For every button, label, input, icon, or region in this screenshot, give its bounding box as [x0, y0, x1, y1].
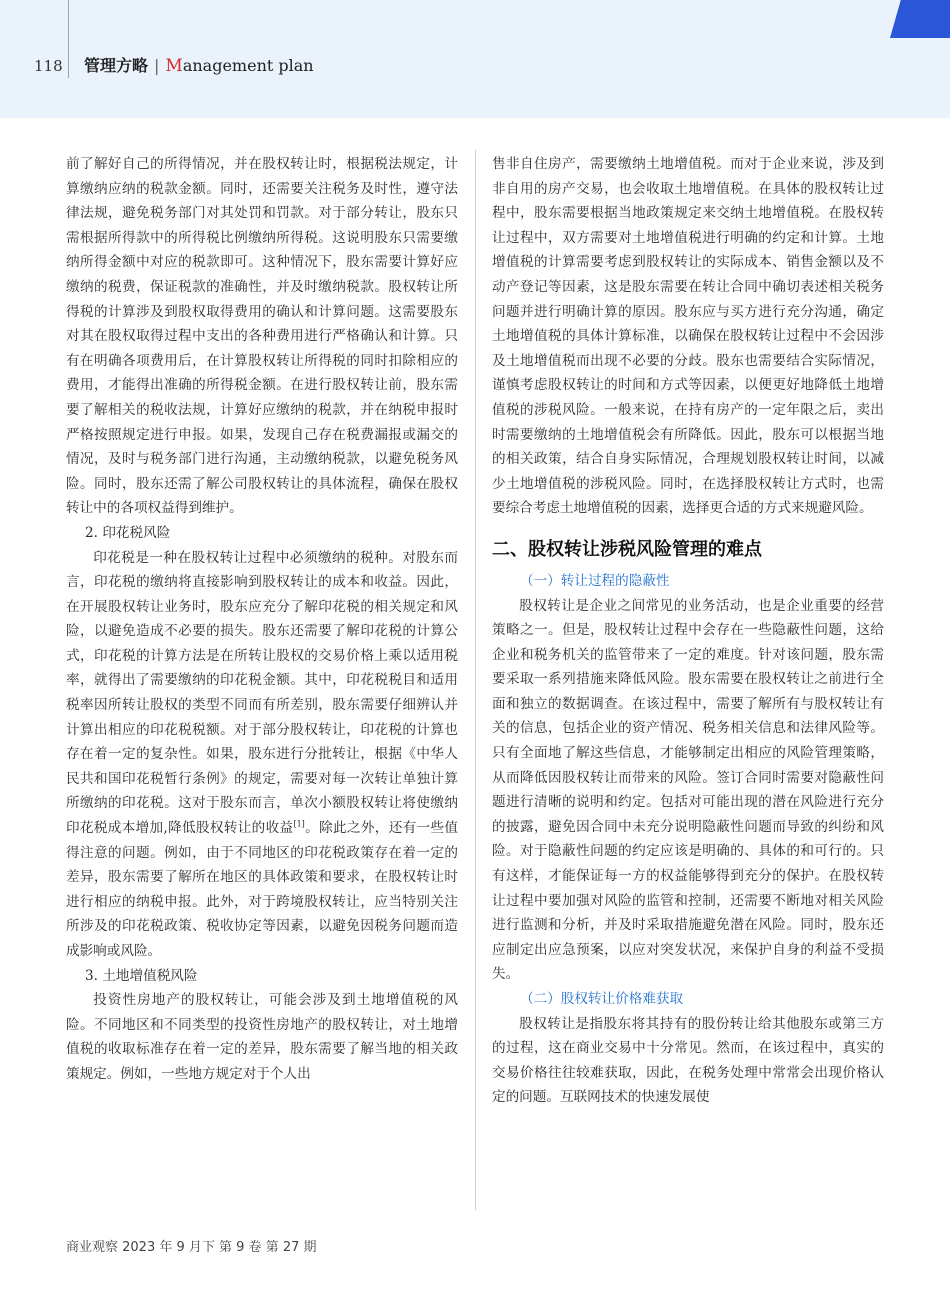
section-name-cn: 管理方略 [84, 56, 149, 75]
left-column [66, 152, 458, 1087]
paragraph [66, 546, 458, 964]
paragraph: 股权转让是指股东将其持有的股份转让给其他股东或第三方的过程，这在商业交易中十分常见。然而，在该过程中，真实的交易价格往往较难获取，因此，在税务处理中常常会出现价格认定的问题。互联网技术的快速发展使 [492, 1015, 884, 1106]
paragraph: 股权转让是企业之间常见的业务活动，也是企业重要的经营策略之一。但是，股权转让过程中会存在一些隐蔽性问题，这给企业和税务机关的监管带来了一定的难度。针对该问题，股东需要采取一系列措施来降低风险。股东需要在股权转让之前进行全面和独立的数据调查。在该过程中，需要了解所有与股权转让有关的信息，包括企业的资产情况、税务相关信息和法律风险等。只有全面地了解这些信息，才能够制定出相应的风险管理策略，从而降低因股权转让而带来的风险。签订合同时需要对隐蔽性问题进行清晰的说明和约定。包括对可能出现的潜在风险进行充分的披露，避免因合同中未充分说明隐蔽性问题而导致的纠纷和风险。对于隐蔽性问题的约定应该是明确的、具体的和可行的。只有这样，才能保证每一方的权益能够得到充分的保护。在股权转让过程中要加强对风险的监管和控制，还需要不断地对相关风险进行监测和分析，并及时采取措施避免潜在风险。同时，股东还应制定出应急预案，以应对突发状况，来保护自身的利益不受损失。 [492, 597, 884, 983]
subsection-heading: 3. 土地增值税风险 [85, 967, 198, 984]
right-column [492, 152, 884, 1110]
section-name-en-rest: anagement plan [182, 56, 314, 75]
column-divider [475, 150, 476, 1210]
section-name-en-initial: M [165, 56, 183, 76]
subsection-heading: 2. 印花税风险 [85, 524, 171, 541]
subsection-title: （一）转让过程的隐蔽性 [520, 572, 670, 589]
paragraph: 投资性房地产的股权转让，可能会涉及到土地增值税的风险。不同地区和不同类型的投资性房地产的股权转让，对土地增值税的收取标准存在着一定的差异，股东需要了解当地的相关政策规定。例如，一些地方规定对于个人出 [66, 992, 458, 1082]
section-title: 二、股权转让涉税风险管理的难点 [492, 538, 762, 560]
citation-mark: [1] [293, 819, 305, 829]
running-head [84, 53, 314, 76]
paragraph: 前了解好自己的所得情况，并在股权转让时，根据税法规定，计算缴纳应纳的税款金额。同时，还需要关注税务及时性，遵守法律法规，避免税务部门对其处罚和罚款。对于部分转让，股东只需根据所得款中的所得税比例缴纳所得税。这说明股东只需要缴纳所得金额中对应的税款即可。这种情况下，股东需要计算好应缴纳的税费，保证税款的准确性，并及时缴纳税款。股权转让所得税的计算涉及到股权取得费用的确认和计算问题。这需要股东对其在股权取得过程中支出的各种费用进行严格确认和计算。只有在明确各项费用后，在计算股权转让所得税的同时扣除相应的费用，才能得出准确的所得税金额。在进行股权转让前，股东需要了解相关的税收法规，计算好应缴纳的税款，并在纳税申报时严格按照规定进行申报。如果，发现自己存在税费漏报或漏交的情况，及时与税务部门进行沟通，主动缴纳税款，以避免税务风险。同时，股东还需了解公司股权转让的具体流程，确保在股权转让中的各项权益得到维护。 [66, 156, 458, 517]
journal-footer: 商业观察 2023 年 9 月下 第 9 卷 第 27 期 [66, 1240, 317, 1255]
page-number: 118 [34, 57, 63, 75]
header-divider-line [68, 0, 69, 78]
running-head-separator: | [154, 56, 160, 75]
paragraph-text: 印花税是一种在股权转让过程中必须缴纳的税种。对股东而言，印花税的缴纳将直接影响到股权转让的成本和收益。因此，在开展股权转让业务时，股东应充分了解印花税的相关规定和风险，以避免造成不必要的损失。股东还需要了解印花税的计算公式，印花税的计算方法是在所转让股权的交易价格上乘以适用税率，就得出了需要缴纳的印花税金额。其中，印花税税目和适用税率因所转让股权的类型不同而有所差别，股东需要仔细辨认并计算出相应的印花税税额。对于部分股权转让，印花税的计算也存在着一定的复杂性。如果，股东进行分批转让，根据《中华人民共和国印花税暂行条例》的规定，需要对每一次转让单独计算所缴纳的印花税。这对于股东而言，单次小额股权转让将使缴纳印花税成本增加,降低股权转让的收益 [66, 549, 458, 837]
paragraph-text: 。除此之外，还有一些值得注意的问题。例如，由于不同地区的印花税政策存在着一定的差异，股东需要了解所在地区的具体政策和要求，在股权转让时进行相应的纳税申报。此外，对于跨境股权转让，应当特别关注所涉及的印花税政策、税收协定等因素，以避免因税务问题而造成影响或风险。 [66, 820, 458, 959]
paragraph: 售非自住房产，需要缴纳土地增值税。而对于企业来说，涉及到非自用的房产交易，也会收取土地增值税。在具体的股权转让过程中，股东需要根据当地政策规定来交纳土地增值税。在股权转让过程中，双方需要对土地增值税进行明确的约定和计算。土地增值税的计算需要考虑到股权转让的实际成本、销售金额以及不动产登记等因素，这是股东需要在转让合同中确切表述相关税务问题并进行明确计算的原因。股东应与买方进行充分沟通，确定土地增值税的具体计算标准，以确保在股权转让过程中不会因涉及土地增值税而出现不必要的分歧。股东也需要结合实际情况，谨慎考虑股权转让的时间和方式等因素，以便更好地降低土地增值税的涉税风险。一般来说，在持有房产的一定年限之后，卖出时需要缴纳的土地增值税会有所降低。因此，股东可以根据当地的相关政策，结合自身实际情况，合理规划股权转让时间，以减少土地增值税的涉税风险。同时，在选择股权转让方式时，也需要综合考虑土地增值税的因素，选择更合适的方式来规避风险。 [492, 156, 884, 517]
subsection-title: （二）股权转让价格难获取 [520, 991, 684, 1007]
